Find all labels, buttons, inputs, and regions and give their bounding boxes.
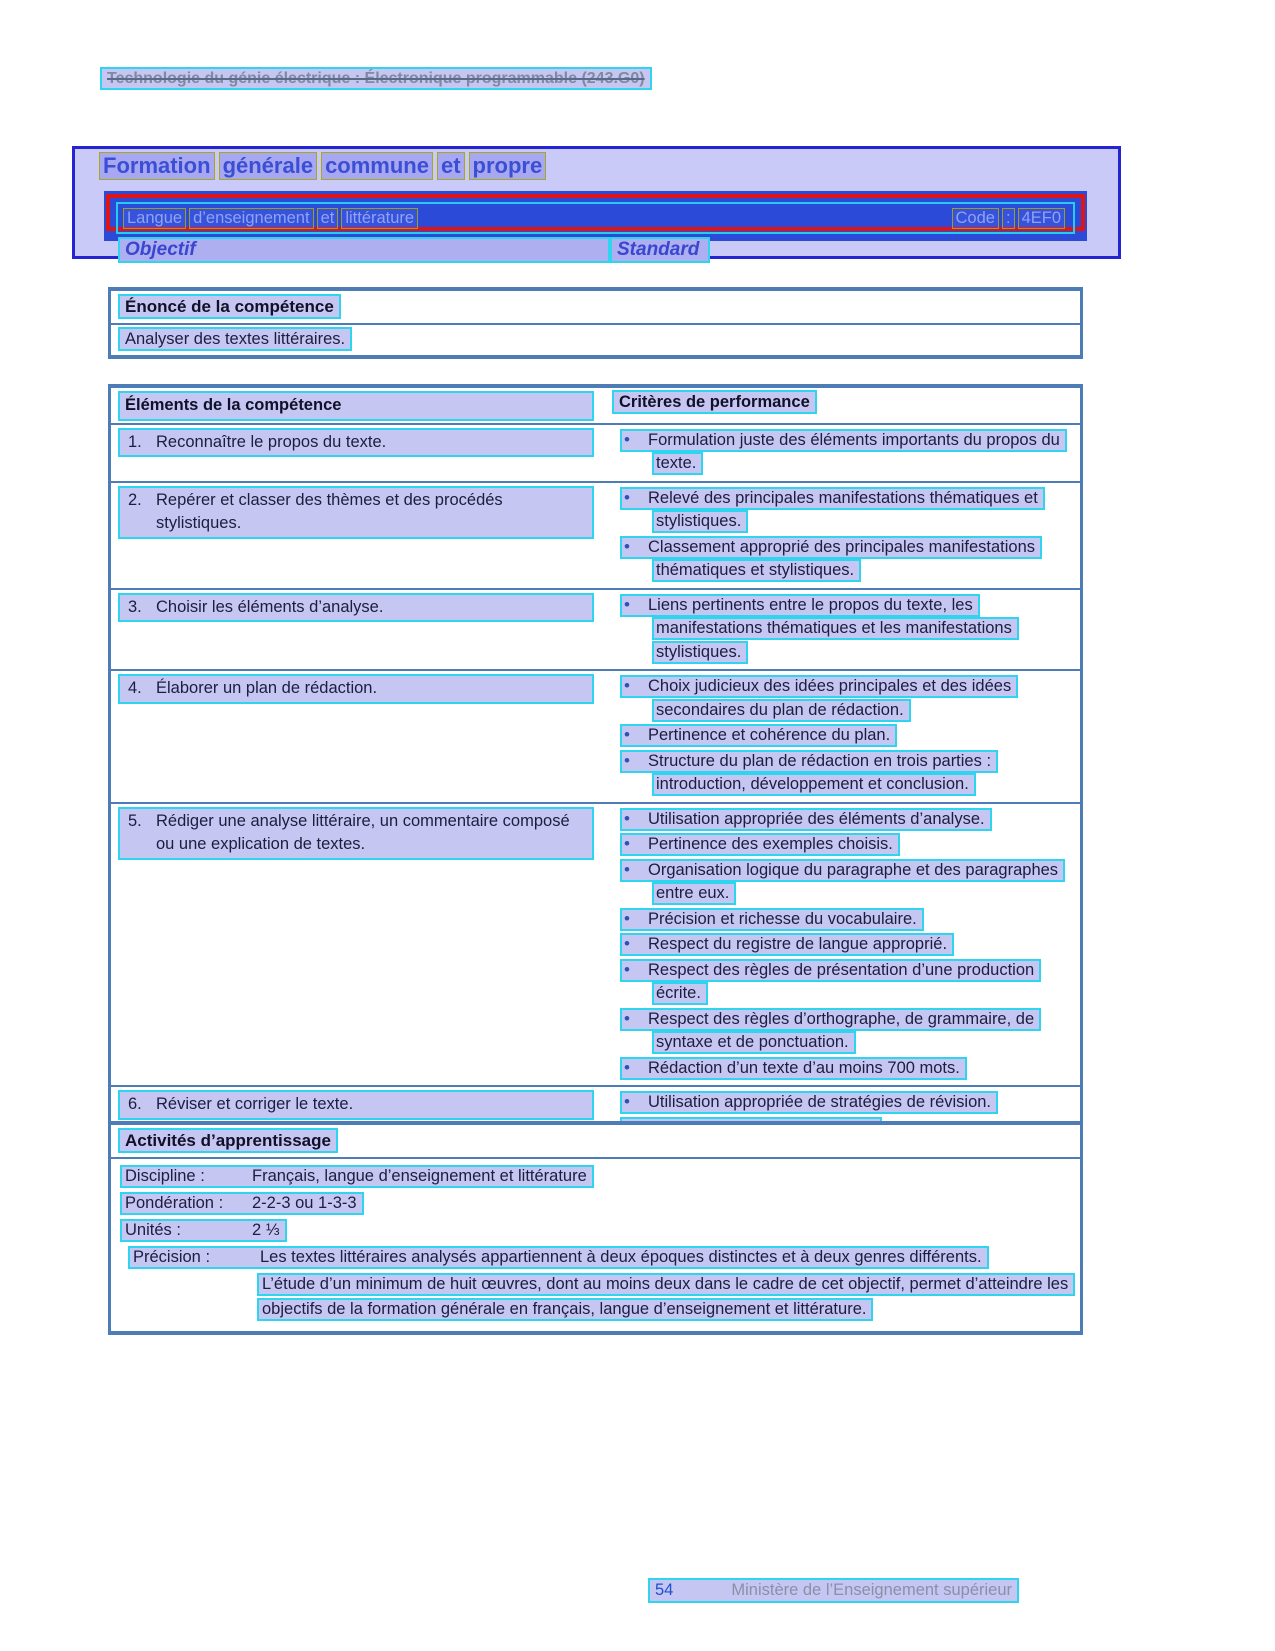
course-bar-line — [116, 202, 1075, 234]
criteria-cell — [600, 590, 1080, 670]
activites-header — [111, 1125, 1080, 1159]
element-text: Rédiger une analyse littéraire, un commentaire composé ou une explication de textes. — [156, 811, 570, 853]
element-cell — [111, 425, 600, 481]
criterion-item — [612, 858, 1072, 906]
formation-title-block — [72, 146, 1121, 259]
activity-value: 2-2-3 ou 1-3-3 — [252, 1194, 357, 1212]
criterion-item — [612, 486, 1072, 534]
course-code — [952, 208, 1068, 229]
enonce-header-text: Énoncé de la compétence — [118, 294, 341, 319]
enonce-statement: Analyser des textes littéraires. — [118, 327, 352, 351]
criterion-item — [612, 907, 1072, 932]
criterion-text: Pertinence et cohérence du plan. — [648, 726, 891, 744]
bullet-icon: • — [624, 1092, 630, 1111]
bullet-icon: • — [624, 429, 630, 449]
activity-value: Les textes littéraires analysés appartiennent à deux époques distinctes et à deux genres différents. — [260, 1248, 982, 1266]
competence-row — [111, 804, 1080, 1088]
element-number: 1. — [128, 432, 142, 451]
element-cell — [111, 671, 600, 802]
activity-value: Français, langue d’enseignement et littérature — [252, 1167, 587, 1185]
ministry-name: Ministère de l’Enseignement supérieur — [731, 1581, 1013, 1599]
competence-row — [111, 483, 1080, 590]
element-number: 5. — [128, 811, 142, 830]
word-box: Formation — [99, 152, 215, 180]
word-box: propre — [469, 152, 547, 180]
criterion-text: Respect du registre de langue approprié. — [648, 935, 948, 953]
col1-header-text: Éléments de la compétence — [118, 391, 594, 421]
competence-rows — [111, 425, 1080, 1146]
bullet-icon: • — [624, 594, 630, 614]
criterion-text: Respect des règles de présentation d’une production écrite. — [648, 960, 1035, 1002]
enonce-body — [111, 325, 1080, 355]
criterion-item — [612, 535, 1072, 583]
activity-label: Discipline : — [125, 1167, 205, 1185]
element-number: 4. — [128, 679, 142, 697]
running-header-text: Technologie du génie électrique : Électronique programmable (243.G0) — [100, 67, 652, 90]
word-box: et — [317, 208, 339, 229]
competence-table — [108, 384, 1083, 1149]
element-text: Repérer et classer des thèmes et des procédés stylistiques. — [156, 490, 503, 532]
criterion-text: Formulation juste des éléments importants du propos du texte. — [648, 430, 1060, 472]
criterion-item — [612, 749, 1072, 797]
element-number: 3. — [128, 597, 142, 616]
criteria-cell — [600, 483, 1080, 588]
element-cell — [111, 590, 600, 670]
standard-label: Standard — [610, 237, 710, 263]
bullet-icon: • — [624, 934, 630, 953]
footer-box — [648, 1578, 1019, 1603]
word-box: d’enseignement — [189, 208, 314, 229]
bullet-icon: • — [624, 808, 630, 828]
activites-header-text: Activités d’apprentissage — [118, 1128, 338, 1153]
criterion-item — [612, 674, 1072, 722]
competence-row — [111, 425, 1080, 483]
word-box: et — [437, 152, 465, 180]
element-text-box — [118, 593, 594, 623]
bullet-icon: • — [624, 487, 630, 507]
word-box: : — [1002, 208, 1015, 229]
criterion-item — [612, 958, 1072, 1006]
bullet-icon: • — [624, 725, 630, 744]
activity-row — [118, 1217, 1072, 1244]
criterion-text: Choix judicieux des idées principales et des idées secondaires du plan de rédaction. — [648, 677, 1012, 719]
competence-row — [111, 590, 1080, 672]
word-box: Code — [952, 208, 999, 229]
bullet-icon: • — [624, 859, 630, 879]
criterion-item — [612, 807, 1072, 832]
criterion-text: Utilisation appropriée de stratégies de révision. — [648, 1093, 992, 1111]
criteria-cell — [600, 425, 1080, 481]
col2-header-text: Critères de performance — [612, 390, 817, 414]
objectif-standard-row — [118, 237, 710, 263]
criterion-item — [612, 1056, 1072, 1081]
bullet-icon: • — [624, 676, 630, 695]
word-box: Langue — [123, 208, 186, 229]
element-text: Élaborer un plan de rédaction. — [156, 679, 378, 697]
word-box: commune — [321, 152, 433, 180]
element-text-box — [118, 486, 594, 539]
activity-row — [118, 1271, 1072, 1323]
criterion-text: Respect des règles d’orthographe, de grammaire, de syntaxe et de ponctuation. — [648, 1009, 1035, 1051]
competence-table-header — [111, 388, 1080, 425]
bullet-icon: • — [624, 908, 630, 928]
bullet-icon: • — [624, 834, 630, 853]
criterion-text: Relevé des principales manifestations thématiques et stylistiques. — [648, 488, 1038, 530]
enonce-table — [108, 287, 1083, 359]
element-number: 2. — [128, 490, 142, 509]
course-bar-outline — [106, 194, 1085, 231]
col2-header-cell — [600, 388, 1080, 423]
course-name — [123, 208, 421, 229]
word-box: 4EF0 — [1018, 208, 1065, 229]
criterion-text: Rédaction d’un texte d’au moins 700 mots. — [648, 1058, 960, 1077]
criteria-cell — [600, 671, 1080, 802]
activites-table — [108, 1121, 1083, 1335]
bullet-icon: • — [624, 1057, 630, 1077]
activites-body — [111, 1159, 1080, 1331]
activity-label: Unités : — [125, 1221, 181, 1239]
element-text-box — [118, 428, 594, 458]
bullet-icon: • — [624, 536, 630, 556]
page-number: 54 — [655, 1581, 674, 1599]
enonce-header — [111, 291, 1080, 325]
activity-row — [118, 1190, 1072, 1217]
criterion-item — [612, 428, 1072, 476]
element-text: Réviser et corriger le texte. — [156, 1095, 354, 1113]
element-text: Choisir les éléments d’analyse. — [156, 597, 384, 616]
criterion-text: Pertinence des exemples choisis. — [648, 835, 893, 853]
word-box: littérature — [341, 208, 418, 229]
activity-label: Pondération : — [125, 1194, 224, 1212]
criterion-text: Classement approprié des principales manifestations thématiques et stylistiques. — [648, 537, 1036, 579]
course-bar — [104, 191, 1087, 241]
element-cell — [111, 483, 600, 588]
criterion-item — [612, 832, 1072, 857]
objectif-label: Objectif — [118, 237, 610, 263]
running-header — [100, 70, 652, 88]
criterion-item — [612, 932, 1072, 957]
element-text-box — [118, 674, 594, 704]
competence-row — [111, 671, 1080, 804]
criterion-item — [612, 723, 1072, 748]
section-title — [99, 152, 550, 180]
activity-row — [118, 1163, 1072, 1190]
activity-row — [118, 1244, 1072, 1271]
element-text-box — [118, 1090, 594, 1120]
criterion-text: Utilisation appropriée des éléments d’analyse. — [648, 809, 985, 828]
bullet-icon: • — [624, 1008, 630, 1028]
col1-header-cell — [111, 388, 600, 423]
element-text-box — [118, 807, 594, 860]
criterion-item — [612, 593, 1072, 665]
criterion-item — [612, 1007, 1072, 1055]
word-box: générale — [219, 152, 318, 180]
bullet-icon: • — [624, 750, 630, 770]
bullet-icon: • — [624, 959, 630, 979]
criterion-text: Structure du plan de rédaction en trois parties : introduction, développement et conclusion. — [648, 751, 992, 793]
activity-value: 2 ⅓ — [252, 1221, 280, 1239]
activity-value: L’étude d’un minimum de huit œuvres, dont au moins deux dans le cadre de cet objectif, permet d’atteindre les objectifs de la formation générale en français, langue d’enseignement et littérature. — [262, 1275, 1069, 1318]
criterion-item — [612, 1090, 1072, 1115]
element-text: Reconnaître le propos du texte. — [156, 432, 387, 451]
criterion-text: Liens pertinents entre le propos du texte, les manifestations thématiques et les manifestations stylistiques. — [648, 595, 1012, 661]
activity-label: Précision : — [133, 1248, 211, 1266]
criterion-text: Précision et richesse du vocabulaire. — [648, 909, 917, 928]
criterion-text: Organisation logique du paragraphe et des paragraphes entre eux. — [648, 860, 1059, 902]
element-cell — [111, 804, 600, 1086]
criteria-cell — [600, 804, 1080, 1086]
page-footer — [648, 1578, 1019, 1603]
element-number: 6. — [128, 1095, 142, 1113]
